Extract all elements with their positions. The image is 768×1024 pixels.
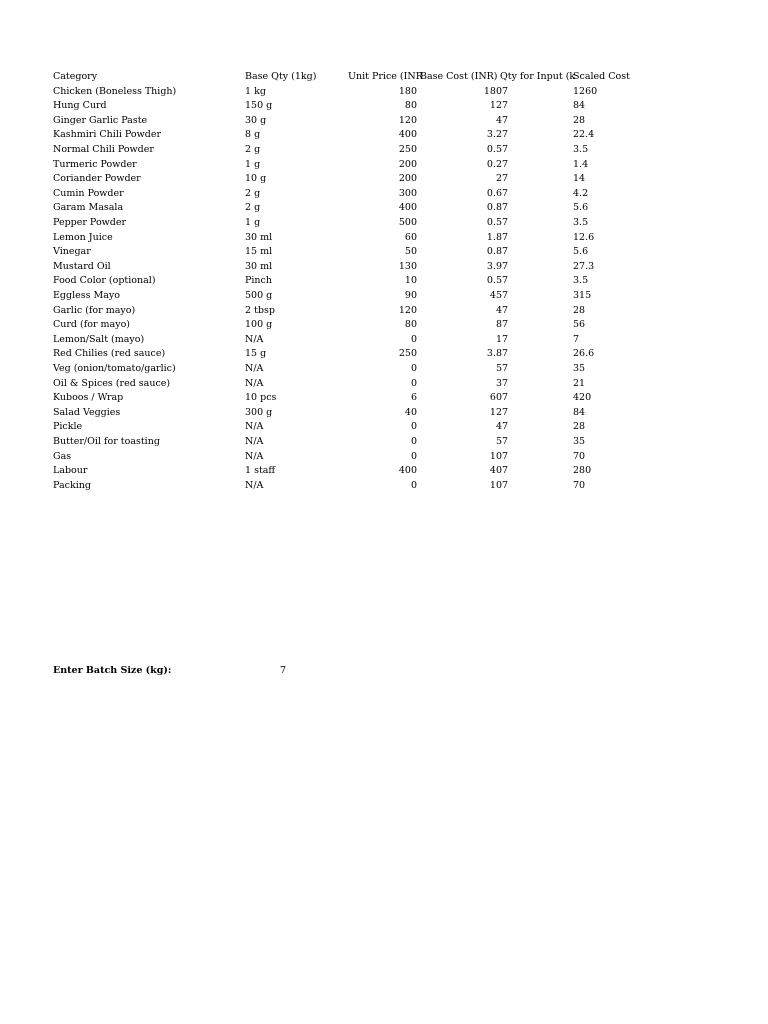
cell-category[interactable]: Labour: [53, 465, 88, 477]
table-row: [0, 128, 768, 142]
table-row: [0, 377, 768, 391]
cell-base-cost[interactable]: 60: [489, 392, 502, 404]
cell-base-cost[interactable]: 10: [489, 479, 502, 491]
table-row: [0, 362, 768, 376]
table-row: [0, 347, 768, 361]
cell-scaled-cost[interactable]: 35: [573, 435, 586, 447]
cell-qty-input[interactable]: 7: [502, 260, 509, 272]
cell-scaled-cost[interactable]: 84: [573, 100, 586, 112]
cell-scaled-cost[interactable]: 35: [573, 362, 586, 374]
table-row: [0, 172, 768, 186]
header-base-qty: Base Qty (1kg): [245, 71, 317, 82]
table-row: [0, 479, 768, 493]
cell-base-cost[interactable]: 0.5: [486, 143, 502, 155]
cell-qty-input[interactable]: 7: [502, 304, 509, 316]
cell-qty-input[interactable]: 7: [502, 100, 509, 112]
cell-category[interactable]: Kuboos / Wrap: [53, 392, 124, 404]
table-row: [0, 304, 768, 318]
cell-qty-input[interactable]: 7: [502, 450, 509, 462]
cell-category[interactable]: Gas: [53, 450, 72, 462]
cell-scaled-cost[interactable]: 5.6: [573, 202, 589, 214]
cell-qty-input[interactable]: 7: [502, 158, 509, 170]
cell-base-qty[interactable]: N/A: [245, 435, 264, 447]
cell-scaled-cost[interactable]: 84: [573, 406, 586, 418]
cell-base-cost[interactable]: 0.5: [486, 216, 502, 228]
cell-category[interactable]: Butter/Oil for toasting: [53, 435, 160, 447]
cell-base-qty[interactable]: 1 g: [245, 158, 261, 170]
cell-base-cost[interactable]: 0.8: [486, 202, 502, 214]
cell-unit-price[interactable]: 120: [398, 304, 417, 316]
cell-base-cost[interactable]: 5: [495, 435, 502, 447]
cell-base-cost[interactable]: 0.5: [486, 275, 502, 287]
cell-category[interactable]: Garam Masala: [53, 202, 124, 214]
cell-scaled-cost[interactable]: 7: [573, 333, 580, 345]
cell-unit-price[interactable]: 250: [398, 143, 417, 155]
cell-base-qty[interactable]: 300 g: [245, 406, 273, 418]
cell-scaled-cost[interactable]: 1260: [573, 85, 598, 97]
cell-base-cost[interactable]: 4: [495, 421, 502, 433]
cell-unit-price[interactable]: 200: [398, 173, 417, 185]
cell-base-qty[interactable]: 2 g: [245, 187, 261, 199]
cell-unit-price[interactable]: 0: [410, 377, 417, 389]
cell-base-cost[interactable]: 4: [495, 114, 502, 126]
cell-scaled-cost[interactable]: 56: [573, 319, 586, 331]
cell-qty-input[interactable]: 7: [502, 406, 509, 418]
cell-qty-input[interactable]: 7: [502, 275, 509, 287]
table-row: [0, 406, 768, 420]
cell-unit-price[interactable]: 0: [410, 333, 417, 345]
cell-unit-price[interactable]: 6: [410, 392, 417, 404]
cell-base-qty[interactable]: N/A: [245, 333, 264, 345]
table-row: [0, 187, 768, 201]
cell-base-cost[interactable]: 40: [489, 465, 502, 477]
cell-scaled-cost[interactable]: 315: [573, 289, 592, 301]
cell-base-qty[interactable]: N/A: [245, 450, 264, 462]
header-scaled-cost: Scaled Cost: [573, 71, 630, 82]
cell-base-qty[interactable]: N/A: [245, 479, 264, 491]
cell-base-qty[interactable]: 15 ml: [245, 246, 273, 258]
cell-category[interactable]: Pepper Powder: [53, 216, 127, 228]
cell-unit-price[interactable]: 250: [398, 348, 417, 360]
table-header-row: [0, 70, 768, 84]
cell-base-qty[interactable]: 100 g: [245, 319, 273, 331]
cell-base-cost[interactable]: 0.2: [486, 158, 502, 170]
cell-unit-price[interactable]: 0: [410, 450, 417, 462]
cell-unit-price[interactable]: 90: [404, 289, 417, 301]
cell-base-qty[interactable]: 150 g: [245, 100, 273, 112]
cell-category[interactable]: Cumin Powder: [53, 187, 124, 199]
header-unit-price: Unit Price (INR: [348, 71, 423, 82]
header-qty-input: Qty for Input (k: [500, 71, 576, 82]
cell-unit-price[interactable]: 40: [404, 406, 417, 418]
table-row: [0, 318, 768, 332]
cell-category[interactable]: Coriander Powder: [53, 173, 141, 185]
cell-category[interactable]: Eggless Mayo: [53, 289, 121, 301]
cell-qty-input[interactable]: 7: [502, 114, 509, 126]
header-base-cost: Base Cost (INR): [420, 71, 498, 82]
cell-base-cost[interactable]: 180: [483, 85, 502, 97]
cell-unit-price[interactable]: 80: [404, 100, 417, 112]
cell-unit-price[interactable]: 80: [404, 319, 417, 331]
cell-qty-input[interactable]: 7: [502, 392, 509, 404]
cell-scaled-cost[interactable]: 3.5: [573, 216, 589, 228]
cell-scaled-cost[interactable]: 280: [573, 465, 592, 477]
cell-base-cost[interactable]: 12: [489, 406, 502, 418]
cell-scaled-cost[interactable]: 12.6: [573, 231, 595, 243]
cell-scaled-cost[interactable]: 5.6: [573, 246, 589, 258]
table-row: [0, 201, 768, 215]
table-row: [0, 216, 768, 230]
cell-scaled-cost[interactable]: 4.2: [573, 187, 589, 199]
cell-base-qty[interactable]: N/A: [245, 377, 264, 389]
cell-unit-price[interactable]: 400: [398, 129, 417, 141]
cell-scaled-cost[interactable]: 28: [573, 114, 586, 126]
cell-qty-input[interactable]: 7: [502, 231, 509, 243]
cell-base-cost[interactable]: 3.2: [486, 129, 502, 141]
cell-category[interactable]: Pickle: [53, 421, 83, 433]
cell-base-cost[interactable]: 3: [495, 377, 502, 389]
table-row: [0, 333, 768, 347]
cell-category[interactable]: Kashmiri Chili Powder: [53, 129, 162, 141]
cell-category[interactable]: Salad Veggies: [53, 406, 121, 418]
cell-qty-input[interactable]: 7: [502, 246, 509, 258]
cell-qty-input[interactable]: 7: [502, 319, 509, 331]
cell-qty-input[interactable]: 7: [502, 435, 509, 447]
cell-base-cost[interactable]: 0.6: [486, 187, 502, 199]
table-row: [0, 114, 768, 128]
cell-base-qty[interactable]: 1 g: [245, 216, 261, 228]
table-row: [0, 464, 768, 478]
cell-unit-price[interactable]: 180: [398, 85, 417, 97]
cell-qty-input[interactable]: 7: [502, 202, 509, 214]
table-row: [0, 231, 768, 245]
cell-unit-price[interactable]: 60: [404, 231, 417, 243]
cell-qty-input[interactable]: 7: [502, 85, 509, 97]
cell-base-qty[interactable]: 2 tbsp: [245, 304, 275, 316]
cell-qty-input[interactable]: 7: [502, 362, 509, 374]
cell-category[interactable]: Ginger Garlic Paste: [53, 114, 148, 126]
cell-base-cost[interactable]: 2: [495, 173, 502, 185]
cell-base-cost[interactable]: 5: [495, 362, 502, 374]
cell-scaled-cost[interactable]: 21: [573, 377, 586, 389]
cell-qty-input[interactable]: 7: [502, 333, 509, 345]
cell-base-qty[interactable]: 30 ml: [245, 231, 273, 243]
table-row: [0, 143, 768, 157]
cell-base-cost[interactable]: 8: [495, 319, 502, 331]
cell-qty-input[interactable]: 7: [502, 348, 509, 360]
cell-category[interactable]: Packing: [53, 479, 91, 491]
cell-base-cost[interactable]: 0.8: [486, 246, 502, 258]
table-row: [0, 289, 768, 303]
cell-base-qty[interactable]: 15 g: [245, 348, 267, 360]
cell-qty-input[interactable]: 7: [502, 377, 509, 389]
cell-base-cost[interactable]: 1: [495, 333, 502, 345]
cell-base-cost[interactable]: 4: [495, 304, 502, 316]
batch-size-row: [0, 664, 768, 678]
table-row: [0, 435, 768, 449]
cell-base-cost[interactable]: 3.9: [486, 260, 502, 272]
cell-qty-input[interactable]: 7: [502, 187, 509, 199]
cell-scaled-cost[interactable]: 1.4: [573, 158, 589, 170]
cell-scaled-cost[interactable]: 27.3: [573, 260, 595, 272]
cell-unit-price[interactable]: 0: [410, 479, 417, 491]
cell-scaled-cost[interactable]: 3.5: [573, 143, 589, 155]
cell-base-qty[interactable]: Pinch: [245, 275, 272, 287]
cell-base-qty[interactable]: 30 g: [245, 114, 267, 126]
cell-base-qty[interactable]: 1 staff: [245, 465, 276, 477]
table-row: [0, 391, 768, 405]
cell-base-qty[interactable]: 8 g: [245, 129, 261, 141]
table-row: [0, 274, 768, 288]
cell-category[interactable]: Veg (onion/tomato/garlic): [53, 362, 176, 374]
cell-unit-price[interactable]: 50: [404, 246, 417, 258]
cell-unit-price[interactable]: 0: [410, 421, 417, 433]
cell-category[interactable]: Oil & Spices (red sauce): [53, 377, 171, 389]
cell-unit-price[interactable]: 200: [398, 158, 417, 170]
cell-category[interactable]: Lemon Juice: [53, 231, 113, 243]
header-category: Category: [53, 71, 98, 82]
cell-base-qty[interactable]: 30 ml: [245, 260, 273, 272]
cell-base-qty[interactable]: N/A: [245, 362, 264, 374]
cell-category[interactable]: Curd (for mayo): [53, 319, 130, 331]
cell-category[interactable]: Normal Chili Powder: [53, 143, 154, 155]
table-row: [0, 260, 768, 274]
table-row: [0, 99, 768, 113]
cell-unit-price[interactable]: 10: [404, 275, 417, 287]
cell-base-cost[interactable]: 45: [489, 289, 502, 301]
cell-scaled-cost[interactable]: 420: [573, 392, 592, 404]
batch-size-label: Enter Batch Size (kg):: [53, 665, 172, 676]
cell-unit-price[interactable]: 400: [398, 202, 417, 214]
cell-unit-price[interactable]: 0: [410, 435, 417, 447]
cell-category[interactable]: Lemon/Salt (mayo): [53, 333, 145, 345]
cell-scaled-cost[interactable]: 70: [573, 450, 586, 462]
cell-qty-input[interactable]: 7: [502, 465, 509, 477]
cell-category[interactable]: Mustard Oil: [53, 260, 111, 272]
cell-unit-price[interactable]: 120: [398, 114, 417, 126]
cell-category[interactable]: Turmeric Powder: [53, 158, 137, 170]
cell-scaled-cost[interactable]: 26.6: [573, 348, 595, 360]
table-row: [0, 450, 768, 464]
cell-base-cost[interactable]: 3.8: [486, 348, 502, 360]
cell-base-qty[interactable]: 500 g: [245, 289, 273, 301]
cell-qty-input[interactable]: 7: [502, 143, 509, 155]
cell-base-qty[interactable]: 10 g: [245, 173, 267, 185]
cell-unit-price[interactable]: 0: [410, 362, 417, 374]
cell-base-cost[interactable]: 10: [489, 450, 502, 462]
cell-category[interactable]: Food Color (optional): [53, 275, 156, 287]
cell-qty-input[interactable]: 7: [502, 421, 509, 433]
cell-scaled-cost[interactable]: 14: [573, 173, 586, 185]
cell-scaled-cost[interactable]: 3.5: [573, 275, 589, 287]
batch-size-input[interactable]: 7: [279, 665, 286, 676]
cell-base-cost[interactable]: 1.8: [486, 231, 502, 243]
cell-qty-input[interactable]: 7: [502, 173, 509, 185]
cell-qty-input[interactable]: 7: [502, 289, 509, 301]
cell-category[interactable]: Chicken (Boneless Thigh): [53, 85, 177, 97]
cell-scaled-cost[interactable]: 22.4: [573, 129, 595, 141]
cell-base-qty[interactable]: N/A: [245, 421, 264, 433]
cell-scaled-cost[interactable]: 70: [573, 479, 586, 491]
cell-qty-input[interactable]: 7: [502, 479, 509, 491]
cell-category[interactable]: Red Chilies (red sauce): [53, 348, 166, 360]
cell-category[interactable]: Garlic (for mayo): [53, 304, 136, 316]
cell-base-qty[interactable]: 2 g: [245, 143, 261, 155]
table-row: [0, 245, 768, 259]
cell-base-qty[interactable]: 1 kg: [245, 85, 266, 97]
table-row: [0, 85, 768, 99]
cell-scaled-cost[interactable]: 28: [573, 421, 586, 433]
cell-unit-price[interactable]: 130: [398, 260, 417, 272]
cell-base-cost[interactable]: 12: [489, 100, 502, 112]
table-row: [0, 158, 768, 172]
cell-base-qty[interactable]: 2 g: [245, 202, 261, 214]
cell-qty-input[interactable]: 7: [502, 129, 509, 141]
cell-category[interactable]: Hung Curd: [53, 100, 107, 112]
cell-unit-price[interactable]: 400: [398, 465, 417, 477]
cell-unit-price[interactable]: 300: [398, 187, 417, 199]
table-row: [0, 420, 768, 434]
cell-unit-price[interactable]: 500: [398, 216, 417, 228]
cell-qty-input[interactable]: 7: [502, 216, 509, 228]
cell-base-qty[interactable]: 10 pcs: [245, 392, 277, 404]
cell-category[interactable]: Vinegar: [53, 246, 91, 258]
cell-scaled-cost[interactable]: 28: [573, 304, 586, 316]
